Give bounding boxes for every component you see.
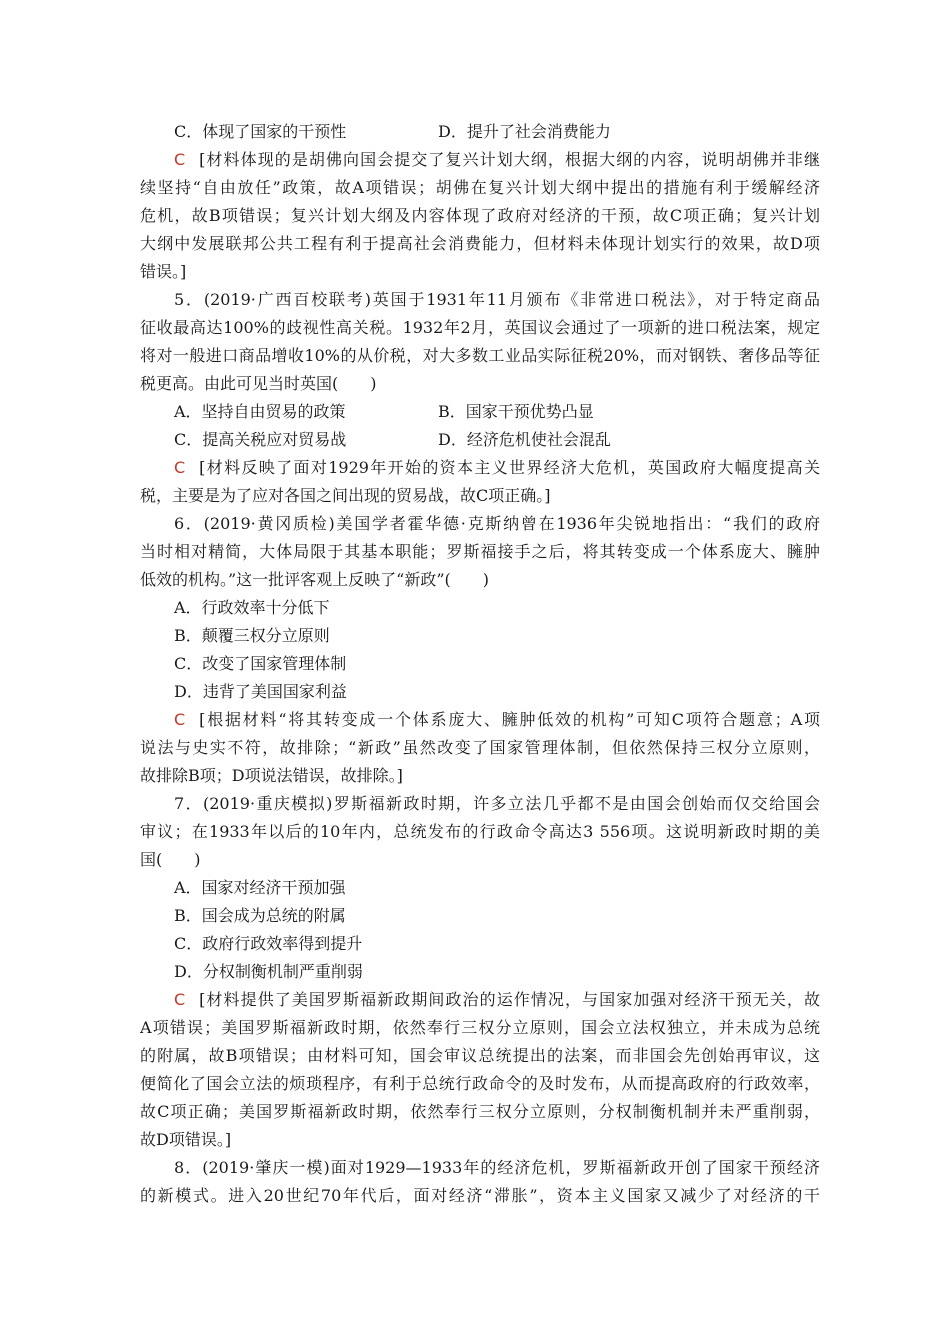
- body-line: 审议；在1933年以后的10年内，总统发布的行政命令高达3 556项。这说明新政时期的美: [140, 822, 820, 841]
- answer-line: [174, 706, 820, 734]
- body-line: 续坚持“自由放任”政策，故A项错误；胡佛在复兴计划大纲中提出的措施有利于缓解经济: [140, 178, 820, 197]
- body-line: 大纲中发展联邦公共工程有利于提高社会消费能力，但材料未体现计划实行的效果，故D项: [140, 234, 820, 253]
- body-line: 的新模式。进入20世纪70年代后，面对经济“滞胀”，资本主义国家又减少了对经济的干: [140, 1186, 820, 1205]
- option-b: B．国家干预优势凸显: [438, 402, 594, 421]
- body-line: 征收最高达100%的歧视性高关税。1932年2月，英国议会通过了一项新的进口税法案，规定: [140, 318, 820, 337]
- question-7-stem: 7．(2019·重庆模拟)罗斯福新政时期，许多立法几乎都不是由国会创始而仅交给国会: [174, 794, 820, 813]
- option-c: C．提高关税应对贸易战: [174, 430, 347, 449]
- body-line: 故D项错误。]: [140, 1130, 232, 1149]
- body-line: 国( ): [140, 850, 201, 869]
- answer-explanation: [材料提供了美国罗斯福新政期间政治的运作情况，与国家加强对经济干预无关，故: [199, 990, 820, 1009]
- option-c: C．政府行政效率得到提升: [174, 934, 363, 953]
- answer-explanation: [材料体现的是胡佛向国会提交了复兴计划大纲，根据大纲的内容，说明胡佛并非继: [199, 150, 820, 169]
- option-a: A．坚持自由贸易的政策: [174, 402, 346, 421]
- answer-explanation: [根据材料“将其转变成一个体系庞大、臃肿低效的机构”可知C项符合题意；A项: [199, 710, 820, 729]
- question-6-stem: 6．(2019·黄冈质检)美国学者霍华德·克斯纳曾在1936年尖锐地指出：“我们的政府: [174, 514, 820, 533]
- body-line: 危机，故B项错误；复兴计划大纲及内容体现了政府对经济的干预，故C项正确；复兴计划: [140, 206, 820, 225]
- option-d: D．分权制衡机制严重削弱: [174, 962, 363, 981]
- body-line: 说法与史实不符，故排除；“新政”虽然改变了国家管理体制，但依然保持三权分立原则，: [140, 738, 820, 757]
- answer-letter: C: [174, 990, 186, 1009]
- body-line: 税，主要是为了应对各国之间出现的贸易战，故C项正确。]: [140, 486, 551, 505]
- option-a: A．行政效率十分低下: [174, 598, 330, 617]
- option-d: D．违背了美国国家利益: [174, 682, 347, 701]
- option-d: D．经济危机使社会混乱: [438, 430, 611, 449]
- option-a: A．国家对经济干预加强: [174, 878, 346, 897]
- answer-explanation: [材料反映了面对1929年开始的资本主义世界经济大危机，英国政府大幅度提高关: [199, 458, 820, 477]
- option-c: C．改变了国家管理体制: [174, 654, 347, 673]
- body-line: 将对一般进口商品增收10%的从价税，对大多数工业品实际征税20%，而对钢铁、奢侈品等征: [140, 346, 820, 365]
- body-line: 的附属，故B项错误；由材料可知，国会审议总统提出的法案，而非国会先创始再审议，这: [140, 1046, 820, 1065]
- body-line: 低效的机构。”这一批评客观上反映了“新政”( ): [140, 570, 490, 589]
- answer-line: [174, 146, 820, 174]
- body-line: 当时相对精简，大体局限于其基本职能；罗斯福接手之后，将其转变成一个体系庞大、臃肿: [140, 542, 820, 561]
- option-b: B．颠覆三权分立原则: [174, 626, 330, 645]
- option-b: B．国会成为总统的附属: [174, 906, 346, 925]
- answer-line: [174, 986, 820, 1014]
- body-line: 便简化了国会立法的烦琐程序，有利于总统行政命令的及时发布，从而提高政府的行政效率，: [140, 1074, 820, 1093]
- body-line: 税更高。由此可见当时英国( ): [140, 374, 377, 393]
- answer-letter: C: [174, 150, 186, 169]
- option-c: C．体现了国家的干预性: [174, 122, 347, 141]
- answer-line: [174, 454, 820, 482]
- question-8-stem: 8．(2019·肇庆一模)面对1929—1933年的经济危机，罗斯福新政开创了国家干预经济: [174, 1158, 820, 1177]
- question-5-stem: 5．(2019·广西百校联考)英国于1931年11月颁布《非常进口税法》，对于特定商品: [174, 290, 820, 309]
- body-line: 故C项正确；美国罗斯福新政时期，依然奉行三权分立原则，分权制衡机制并未严重削弱，: [140, 1102, 820, 1121]
- answer-letter: C: [174, 710, 186, 729]
- body-line: A项错误；美国罗斯福新政时期，依然奉行三权分立原则，国会立法权独立，并未成为总统: [140, 1018, 820, 1037]
- body-line: 故排除B项；D项说法错误，故排除。]: [140, 766, 403, 785]
- option-d: D．提升了社会消费能力: [438, 122, 611, 141]
- body-line: 错误。]: [140, 262, 187, 281]
- answer-letter: C: [174, 458, 186, 477]
